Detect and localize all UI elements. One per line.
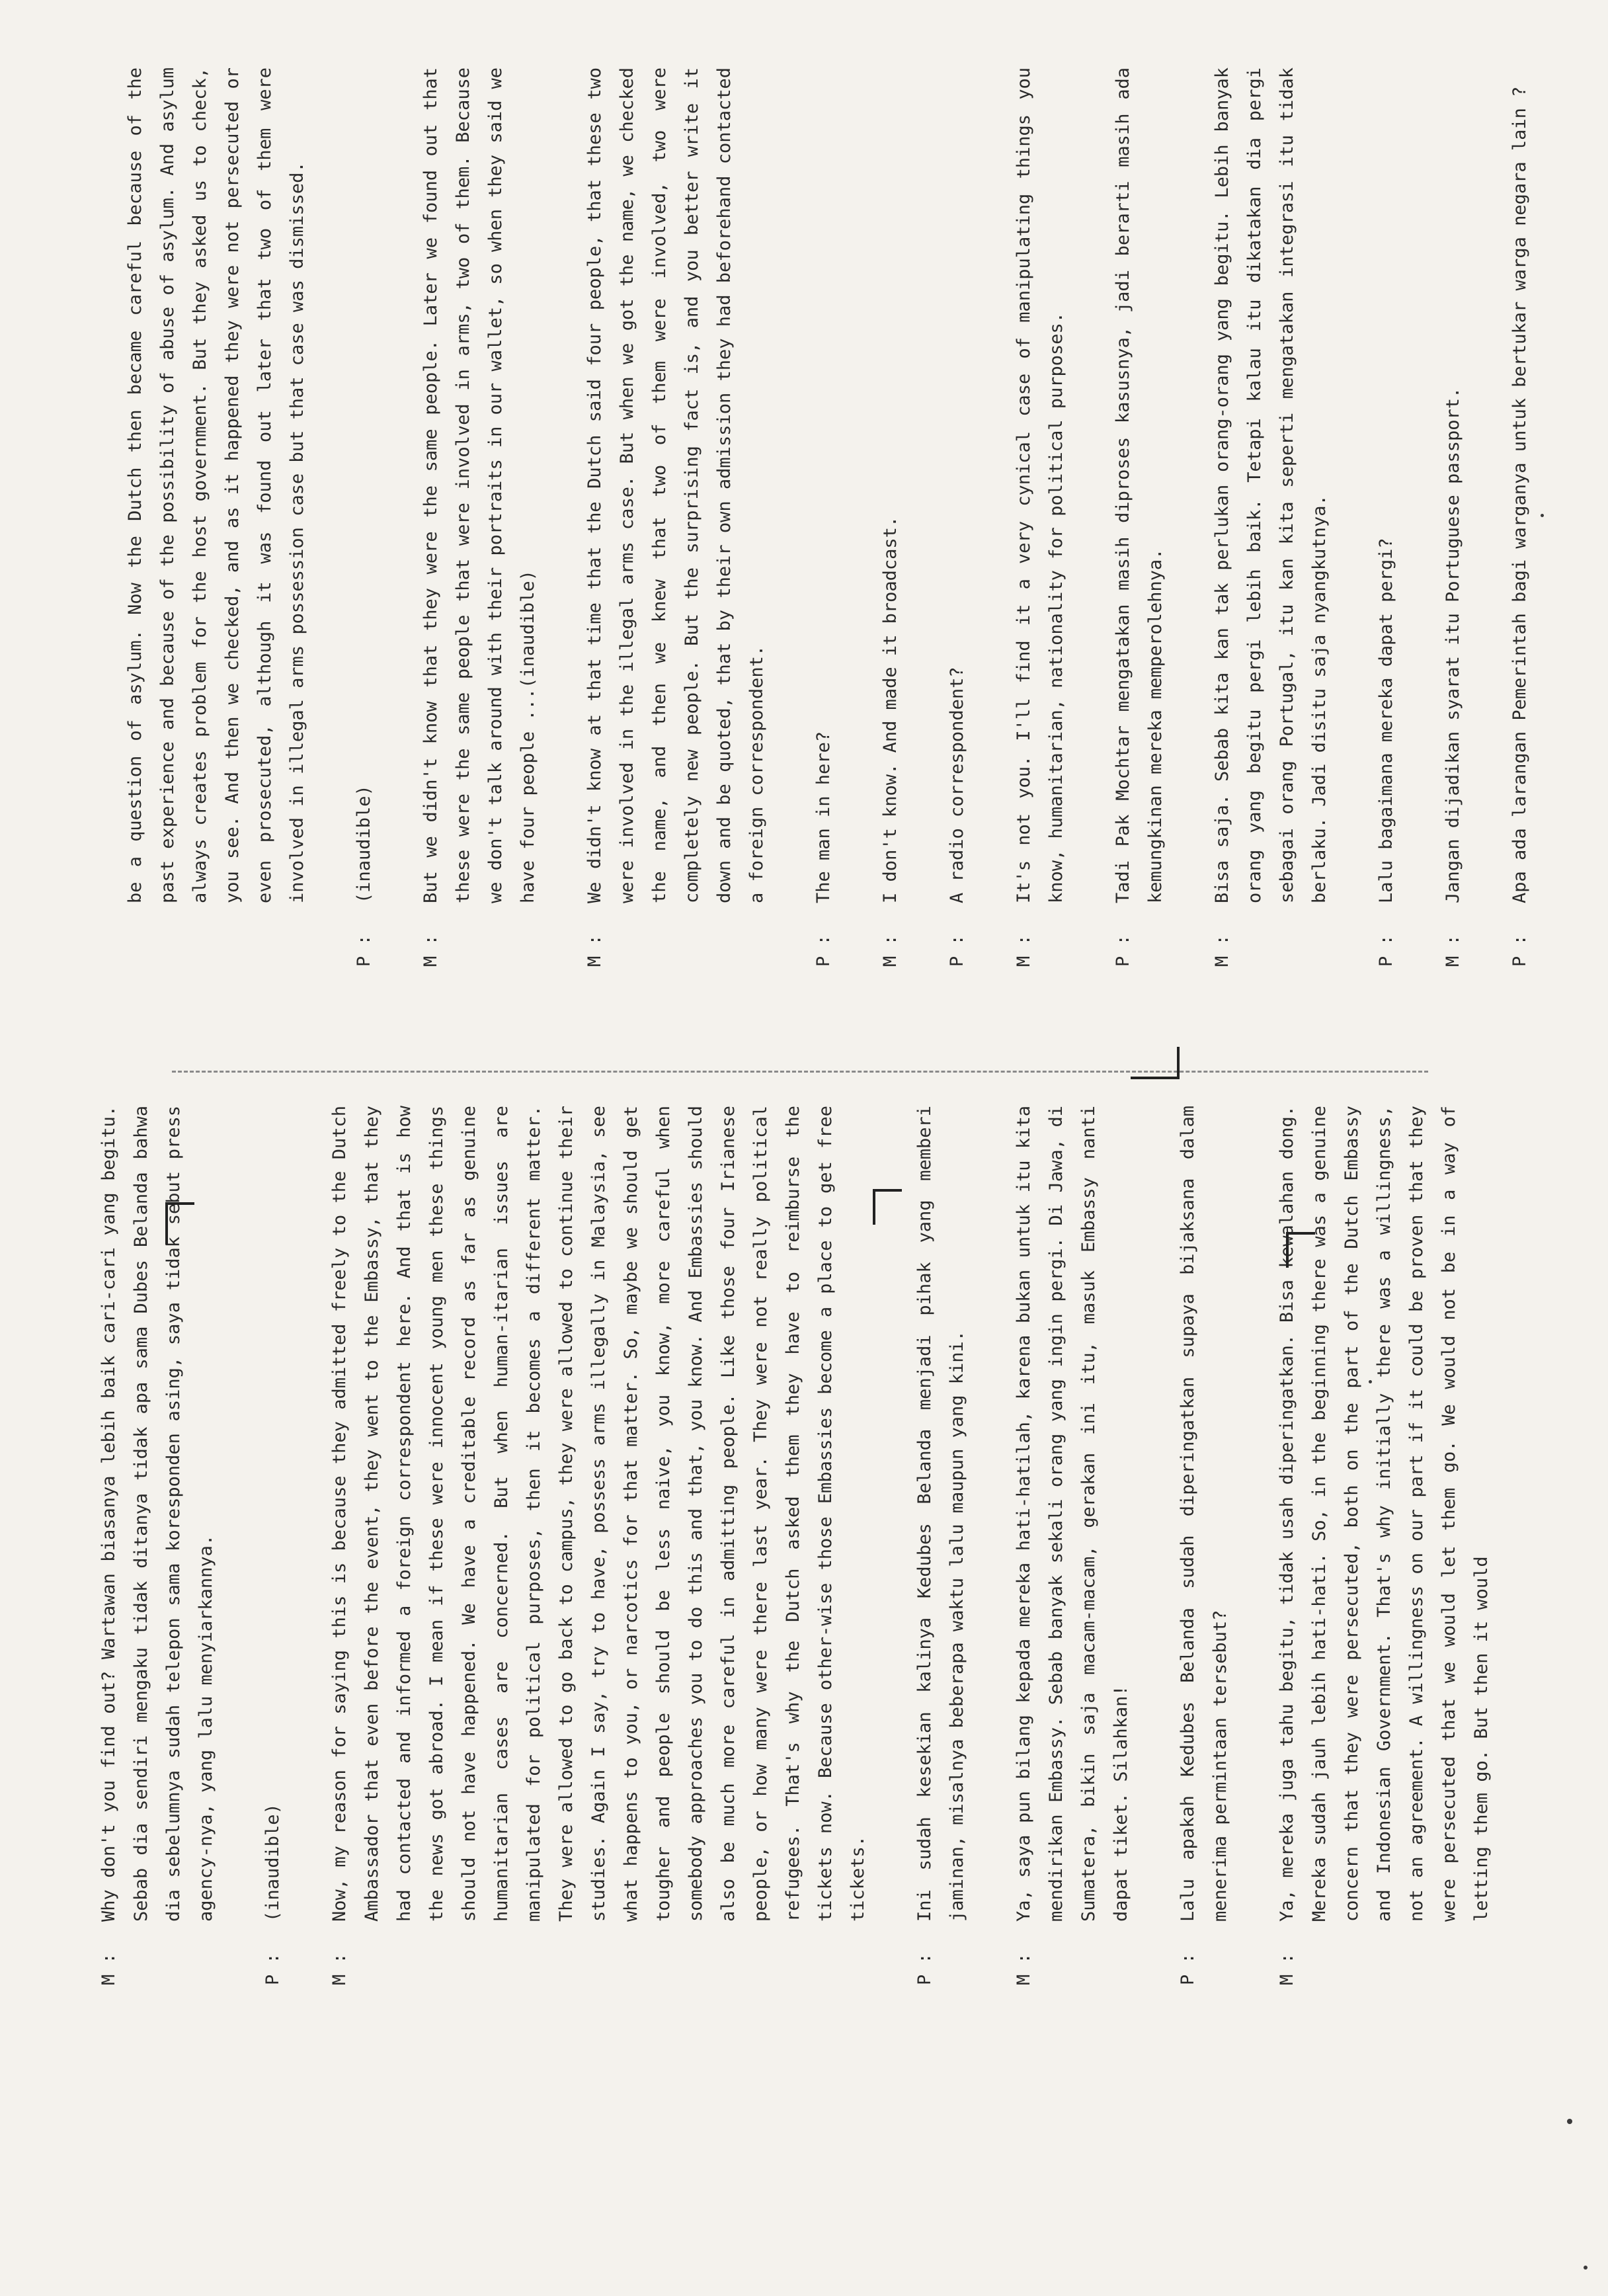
margin-bracket-mark: [1131, 1047, 1180, 1079]
speaker-label: P :: [1376, 934, 1396, 967]
dialogue-text: (inaudible): [262, 1803, 283, 1922]
speaker-label: M :: [99, 1953, 119, 1985]
speaker-label: M :: [421, 934, 441, 967]
speaker-label: P :: [1113, 934, 1133, 967]
dialogue-turn: [1008, 67, 1072, 967]
speaker-label: P :: [813, 934, 834, 967]
dialogue-turn: [908, 1106, 973, 1985]
speaker-label: M :: [1212, 934, 1232, 967]
page-fold-line: [172, 1071, 1428, 1073]
speaker-label: P :: [1509, 934, 1530, 967]
dialogue-text: Apa ada larangan Pemerintah bagi warganya untuk bertukar warga negara lain ?: [1509, 86, 1530, 903]
dialogue-text: Ini sudah kesekian kalinya Kedubes Belanda menjadi pihak yang memberi jaminan, misalnya beberapa waktu lalu maupun yang kini.: [914, 1106, 967, 1922]
dialogue-turn: [1008, 1106, 1137, 1985]
dialogue-text: I don't know. And made it broadcast.: [880, 516, 901, 903]
speaker-label: P :: [947, 934, 967, 967]
dialogue-turn: [1437, 67, 1469, 967]
left-column: [93, 1106, 1532, 1985]
dialogue-turn: [579, 67, 773, 967]
margin-bracket-mark: [873, 1189, 902, 1225]
speaker-label: M :: [1443, 934, 1463, 967]
speaker-label: P :: [354, 934, 374, 967]
continued-text: be a question of asylum. Now the Dutch then became careful because of the past experience and because of the possibility of abuse of asylum. And asylum always creates problem for the host government. But they asked us to check, you see. And then we checked, and as it happened they were not persecuted or even prosecuted, although it was found out later that two of them were involved in illegal arms possession case but that case was dismissed.: [125, 67, 307, 903]
dialogue-turn: [1206, 67, 1336, 967]
dialogue-text: (inaudible): [354, 785, 374, 903]
margin-bracket-mark: [165, 1202, 194, 1245]
dialogue-turn: [1504, 67, 1536, 967]
dialogue-turn: [93, 1106, 222, 1985]
dialogue-text: Bisa saja. Sebab kita kan tak perlukan orang-orang yang begitu. Lebih banyak orang yang begitu pergi lebih baik. Tetapi kalau itu dikatakan dia pergi sebagai orang Portugal, itu kan kita seperti mengatakan integrasi itu tidak berlaku. Jadi disitu saja nyangkutnya.: [1212, 67, 1330, 903]
dialogue-turn: [257, 1106, 289, 1985]
scan-speck: [1541, 514, 1544, 517]
dialogue-text: But we didn't know that they were the same people. Later we found out that these were the same people that were involved in arms, two of them. Because we don't talk around with their portraits in our wallet, so when they said we have four people ...(inaudible): [421, 67, 538, 903]
margin-bracket-mark: [1286, 1232, 1315, 1268]
dialogue-text: It's not you. I'll find it a very cynical case of manipulating things you know, humanitarian, nationality for political purposes.: [1014, 67, 1066, 903]
dialogue-turn: [323, 1106, 874, 1985]
dialogue-text: Jangan dijadikan syarat itu Portuguese passport.: [1443, 387, 1463, 903]
dialogue-turn: [1370, 67, 1402, 967]
speaker-label: P :: [1178, 1953, 1198, 1985]
dialogue-text: Ya, saya pun bilang kepada mereka hati-hatilah, karena bukan untuk itu kita mendirikan Embassy. Sebab banyak sekali orang yang ingin pergi. Di Jawa, di Sumatera, bikin saja macam-macam, gerakan ini itu, masuk Embassy nanti dapat tiket. Silahkan!: [1014, 1106, 1131, 1922]
scan-speck: [1567, 2119, 1572, 2124]
speaker-label: M :: [1014, 1953, 1034, 1985]
right-column: [119, 67, 1570, 967]
dialogue-turn: [1172, 1106, 1236, 1985]
speaker-label: M :: [880, 934, 901, 967]
speaker-label: P :: [914, 1953, 935, 1985]
dialogue-text: Why don't you find out? Wartawan biasanya lebih baik cari-cari yang begitu. Sebab dia sendiri mengaku tidak ditanya tidak apa sama Dubes Belanda bahwa dia sebelumnya sudah telepon sama koresponden asing, saya tidak sebut press agency-nya, yang lalu menyiarkannya.: [99, 1106, 216, 1922]
dialogue-text: Lalu apakah Kedubes Belanda sudah diperingatkan supaya bijaksana dalam menerima permintaan tersebut?: [1178, 1106, 1230, 1922]
dialogue-turn: [941, 67, 973, 967]
dialogue-text: A radio correspondent?: [947, 667, 967, 903]
dialogue-turn: [807, 67, 840, 967]
speaker-label: M :: [584, 934, 605, 967]
dialogue-text: Ya, mereka juga tahu begitu, tidak usah diperingatkan. Bisa kewalahan dong. Mereka sudah jauh lebih hati-hati. So, in the beginning there was a genuine concern that they were persecuted, both on the part of the Dutch Embassy and Indonesian Government. That's why initially there was a willingness, not an agreement. A willingness on our part if it could be proven that they were persecuted that we would let them go. We would not be in a way of letting them go. But then it would: [1277, 1106, 1492, 1922]
speaker-label: M :: [329, 1953, 350, 1985]
dialogue-text: The man in here?: [813, 731, 834, 903]
dialogue-turn: [415, 67, 544, 967]
scan-speck: [1369, 1380, 1372, 1383]
dialogue-turn: [874, 67, 906, 967]
dialogue-text: We didn't know at that time that the Dutch said four people, that these two were involved in the illegal arms case. But when we got the name, we checked the name, and then we knew that two of them were involved, two were completely new people. But the surprising fact is, and you better write it down and be quoted, that by their own admission they had beforehand contacted a foreign correspondent.: [584, 67, 767, 903]
dialogue-turn: [348, 67, 380, 967]
dialogue-text: Now, my reason for saying this is because they admitted freely to the Dutch Ambassador that even before the event, they went to the Embassy, that they had contacted and informed a foreign correspondent here. And that is how the news got abroad. I mean if these were innocent young men these things should not have happened. We have a creditable record as far as genuine humanitarian cases are concerned. But when human-itarian issues are manipulated for political purposes, then it becomes a different matter. They were allowed to go back to campus, they were allowed to continue their studies. Again I say, try to have, possess arms illegally in Malaysia, see what happens to you, or narcotics for that matter. So, maybe we should get tougher and people should be less naive, you know, more careful when somebody approaches you to do this and that, you know. And Embassies should also be much more careful in admitting people. Like those four Irianese people, or how many were there last year. They were not really political refugees. That's why the Dutch asked them they have to reimburse the tickets now. Because other-wise those Embassies become a place to get free tickets.: [329, 1106, 868, 1922]
speaker-label: M :: [1014, 934, 1034, 967]
scan-speck: [1584, 2266, 1588, 2270]
dialogue-text: Tadi Pak Mochtar mengatakan masih diproses kasusnya, jadi berarti masih ada kemungkinan mereka memperolehnya.: [1113, 67, 1166, 903]
dialogue-text: Lalu bagaimana mereka dapat pergi?: [1376, 538, 1396, 903]
speaker-label: M :: [1277, 1953, 1297, 1985]
dialogue-turn: [1107, 67, 1172, 967]
speaker-label: P :: [262, 1953, 283, 1985]
